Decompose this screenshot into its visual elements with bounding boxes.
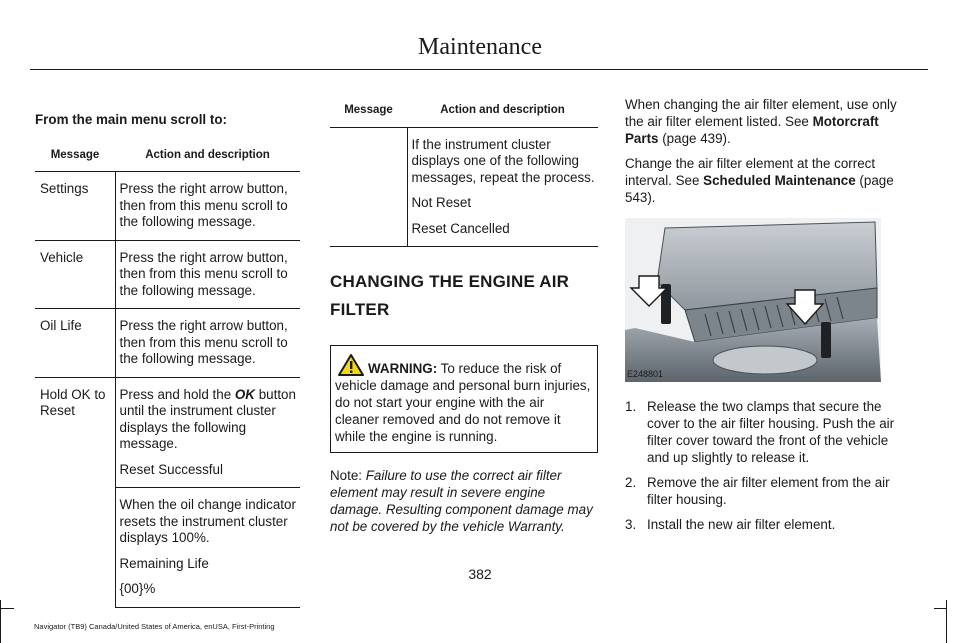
action-text: Press and hold the [119,386,235,402]
row-message: Hold OK to Reset [35,377,115,607]
section-heading [330,269,598,323]
warning-label: WARNING: [368,361,438,376]
page-number: 382 [468,566,492,582]
figure-id: E248801 [627,368,664,379]
row-message: Vehicle [35,240,115,309]
page-title: Maintenance [418,34,542,60]
paragraph-text: When changing the air filter element, use only the air filter element listed. See [625,97,897,129]
section-heading-line: CHANGING THE ENGINE AIR [330,272,570,291]
list-item [625,516,897,533]
result-message: Reset Successful [119,461,223,477]
crop-mark [934,608,947,609]
paragraph [625,155,897,206]
row-action [115,488,300,608]
left-column [35,96,300,608]
intro-text: From the main menu scroll to: [35,112,227,127]
list-item [625,474,897,508]
row-action: Press the right arrow button, then from this menu scroll to the following message. [115,240,300,309]
row-action: Press the right arrow button, then from this menu scroll to the following message. [115,172,300,241]
step-number: 3. [625,517,637,532]
table-row [35,172,300,241]
step-text: Remove the air filter element from the air filter housing. [647,475,890,507]
row-message [330,127,407,247]
table-row [330,127,598,247]
table-header-action: Action and description [407,96,598,127]
row-message: Settings [35,172,115,241]
warning-text: To reduce the risk of vehicle damage and personal burn injuries, do not start your engine with the air cleaner removed and do not remove it while the engine is running. [335,361,591,444]
warning-box [330,345,598,453]
air-filter-figure [625,218,881,382]
crop-mark [946,600,947,643]
note-paragraph [330,467,598,535]
crop-mark [0,600,1,643]
result-message: {00}% [119,581,156,596]
action-text: button until the instrument cluster displays the following message. [119,386,296,451]
table-header-action: Action and description [115,141,300,172]
crop-mark [0,608,14,609]
header-rule [30,69,928,70]
motorcraft-parts-link[interactable]: Motorcraft Parts [625,114,879,146]
reset-table [330,96,598,247]
middle-column [330,96,598,535]
table-row [35,377,300,488]
step-text: Install the new air filter element. [647,517,836,532]
paragraph-text: (page 439). [658,131,731,146]
air-filter-housing-illustration [625,218,881,382]
step-number: 1. [625,399,637,414]
result-message: Not Reset [411,195,472,210]
note-text: Failure to use the correct air filter element may result in severe engine damage. Resulting component damage may not be covered by the vehicle Warranty. [330,468,593,534]
row-message: Oil Life [35,309,115,378]
row-action: Press the right arrow button, then from this menu scroll to the following message. [115,309,300,378]
section-heading-line: FILTER [330,300,390,319]
table-header-message: Message [330,96,407,127]
right-column [625,96,897,541]
result-message: Remaining Life [119,555,209,571]
paragraph [625,96,897,147]
table-row [35,240,300,309]
step-text: Release the two clamps that secure the cover to the air filter housing. Push the air filter cover toward the front of the vehicle and up slightly to release it. [647,399,895,465]
note-label: Note: [330,468,363,483]
list-item [625,398,897,466]
repeat-text: If the instrument cluster displays one of the following messages, repeat the process. [411,136,595,185]
row-action [407,127,598,247]
result-message: Reset Cancelled [411,220,510,236]
paragraph-text: Change the air filter element at the correct interval. See [625,156,876,188]
row-action [115,377,300,488]
warning-icon [338,354,364,376]
indicator-text: When the oil change indicator resets the instrument cluster displays 100%. [119,497,296,545]
table-header-message: Message [35,141,115,172]
steps-list [625,398,897,533]
table-row [35,309,300,378]
scheduled-maintenance-link[interactable]: Scheduled Maintenance [703,173,856,188]
ok-button-label: OK [234,386,255,402]
menu-table [35,141,300,608]
step-number: 2. [625,475,637,490]
paragraph-text: (page 543). [625,173,894,205]
footer-doc-info: Navigator (TB9) Canada/United States of America, enUSA, First-Printing [34,622,275,631]
